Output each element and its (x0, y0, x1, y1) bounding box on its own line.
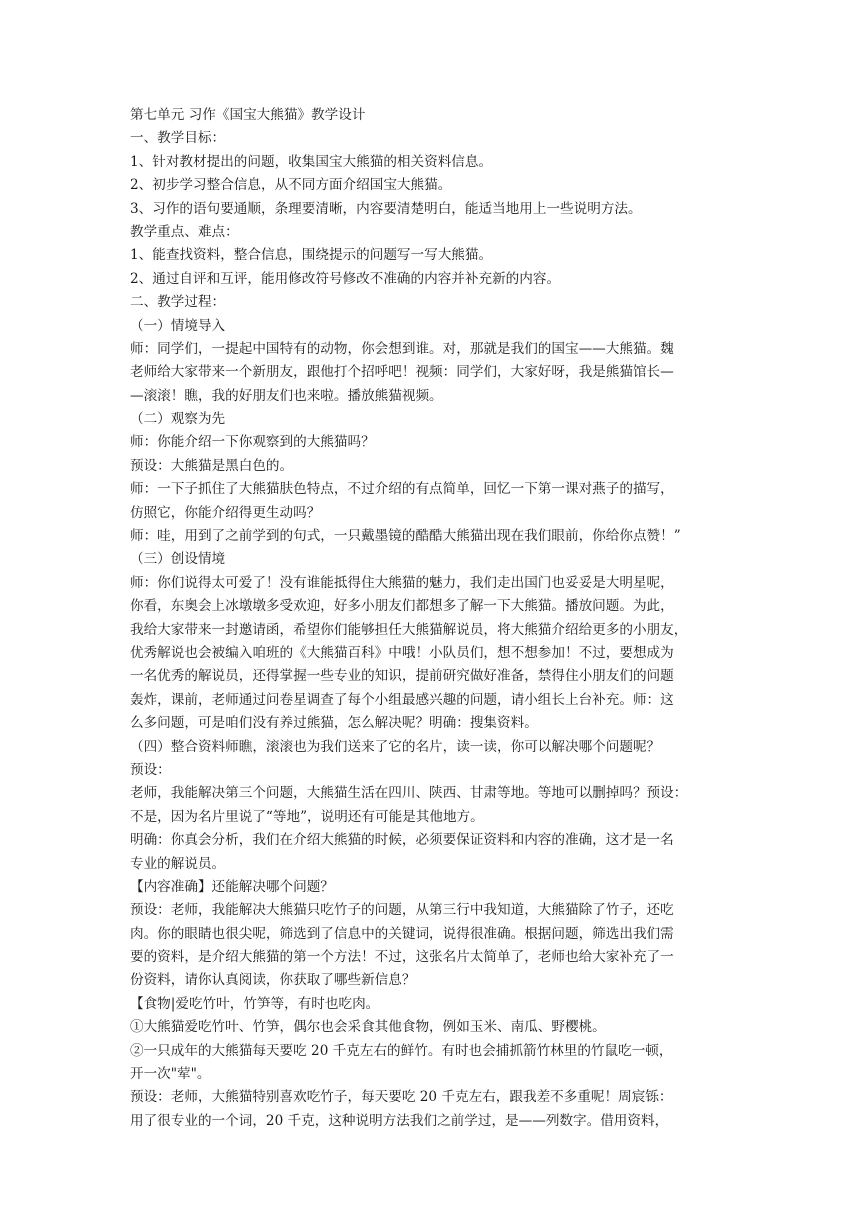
subsection-heading: （三）创设情境 (130, 551, 226, 568)
text-line: 师：同学们，一提起中国特有的动物，你会想到谁。对，那就是我们的国宝——大熊猫。魏 (130, 340, 674, 357)
text-line: 【内容准确】还能解决哪个问题？ (130, 878, 334, 895)
text-line: 开一次"荤"。 (130, 1066, 211, 1083)
text-line: 份资料，请你认真阅读，你获取了哪些新信息？ (130, 972, 416, 989)
text-line: 仿照它，你能介绍得更生动吗？ (130, 504, 321, 521)
section-heading: 教学重点、难点： (130, 223, 239, 240)
list-item: ②一只成年的大熊猫每天要吃 20 千克左右的鲜竹。有时也会捕抓箭竹林里的竹鼠吃一顿， (130, 1042, 673, 1059)
text-line: 师：一下子抓住了大熊猫肤色特点，不过介绍的有点简单，回忆一下第一课对燕子的描写， (130, 481, 674, 498)
text-line: 师：哇，用到了之前学到的句式，一只戴墨镜的酷酷大熊猫出现在我们眼前，你给你点赞！” (130, 528, 681, 545)
subsection-heading: （一）情境导入 (130, 317, 226, 334)
text-line: 预设：老师，我能解决大熊猫只吃竹子的问题，从第三行中我知道，大熊猫除了竹子，还吃 (130, 902, 674, 919)
text-line: 预设：老师，大熊猫特别喜欢吃竹子，每天要吃 20 千克左右，跟我差不多重呢！周宸铄： (130, 1089, 673, 1106)
list-item: ①大熊猫爱吃竹叶、竹笋，偶尔也会采食其他食物，例如玉米、南瓜、野樱桃。 (130, 1019, 606, 1036)
text-line: 1、能查找资料，整合信息，围绕提示的问题写一写大熊猫。 (130, 247, 493, 264)
text-line: 老师给大家带来一个新朋友，跟他打个招呼吧！视频：同学们，大家好呀，我是熊猫馆长— (130, 364, 674, 381)
text-line: 一名优秀的解说员，还得掌握一些专业的知识，提前研究做好准备，禁得住小朋友们的问题 (130, 668, 674, 685)
text-line: 【食物|爱吃竹叶，竹笋等，有时也吃肉。 (130, 995, 380, 1012)
subsection-heading: （四）整合资料师瞧，滚滚也为我们送来了它的名片，读一读，你可以解决哪个问题呢？ (130, 738, 661, 755)
text-line: 专业的解说员。 (130, 855, 226, 872)
text-line: 预设：大熊猫是黑白色的。 (130, 457, 294, 474)
text-line: 轰炸，课前，老师通过问卷星调查了每个小组最感兴趣的问题，请小组长上台补充。师：这 (130, 691, 674, 708)
text-line: 老师，我能解决第三个问题，大熊猫生活在四川、陕西、甘肃等地。等地可以删掉吗？预设： (130, 785, 688, 802)
text-line: 师：你能介绍一下你观察到的大熊猫吗？ (130, 434, 375, 451)
section-heading: 二、教学过程： (130, 294, 226, 311)
text-line: 我给大家带来一封邀请函，希望你们能够担任大熊猫解说员，将大熊猫介绍给更多的小朋友， (130, 621, 688, 638)
text-line: 你看，东奥会上冰墩墩多受欢迎，好多小朋友们都想多了解一下大熊猫。播放问题。为此， (130, 598, 674, 615)
text-line: 优秀解说也会被编入咱班的《大熊猫百科》中哦！小队员们，想不想参加！不过，要想成为 (130, 644, 674, 661)
text-line: 要的资料，是介绍大熊猫的第一个方法！不过，这张名片太简单了，老师也给大家补充了一 (130, 949, 674, 966)
text-line: —滚滚！瞧，我的好朋友们也来啦。播放熊猫视频。 (130, 387, 443, 404)
document-page (130, 104, 730, 1133)
text-line: 2、初步学习整合信息，从不同方面介绍国宝大熊猫。 (130, 177, 452, 194)
text-line: 肉。你的眼睛也很尖呢，筛选到了信息中的关键词，说得很准确。根据问题，筛选出我们需 (130, 925, 674, 942)
section-heading: 一、教学目标： (130, 130, 226, 147)
text-line: 么多问题，可是咱们没有养过熊猫，怎么解决呢？明确：搜集资料。 (130, 715, 538, 732)
text-line: 不是，因为名片里说了“等地”，说明还有可能是其他地方。 (130, 808, 484, 825)
text-line: 用了很专业的一个词，20 千克，这种说明方法我们之前学过，是——列数字。借用资料， (130, 1112, 669, 1129)
text-line: 明确：你真会分析，我们在介绍大熊猫的时候，必须要保证资料和内容的准确，这才是一名 (130, 832, 674, 849)
document-title: 第七单元 习作《国宝大熊猫》教学设计 (130, 107, 366, 123)
text-line: 1、针对教材提出的问题，收集国宝大熊猫的相关资料信息。 (130, 153, 493, 170)
text-line: 预设： (130, 761, 171, 778)
subsection-heading: （二）观察为先 (130, 411, 226, 428)
text-line: 3、习作的语句要通顺，条理要清晰，内容要清楚明白，能适当地用上一些说明方法。 (130, 200, 642, 217)
text-line: 师：你们说得太可爱了！没有谁能抵得住大熊猫的魅力，我们走出国门也妥妥是大明星呢， (130, 574, 674, 591)
text-line: 2、通过自评和互评，能用修改符号修改不准确的内容并补充新的内容。 (130, 270, 561, 287)
